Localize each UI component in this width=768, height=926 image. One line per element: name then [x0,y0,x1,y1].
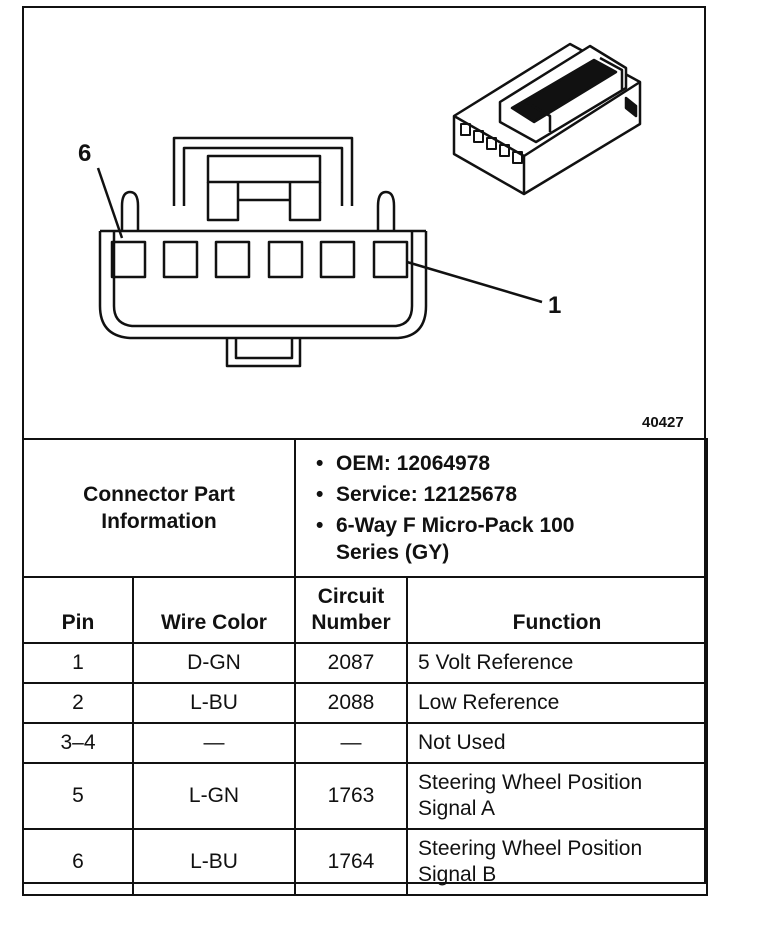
header-circuit-number-text: Circuit Number [311,585,391,634]
function-cell: Steering Wheel Position Signal A [407,763,707,829]
wire-color-cell: L-BU [133,683,295,723]
function-cell: Steering Wheel Position Signal B [407,829,707,895]
circuit-cell: 1764 [295,829,407,895]
pin-cell: 2 [23,683,133,723]
header-wire-color: Wire Color [133,577,295,643]
pin-1-callout: 1 [548,292,562,319]
header-circuit-number [295,577,407,643]
function-cell: 5 Volt Reference [407,643,707,683]
pin-cell: 1 [23,643,133,683]
circuit-cell: 1763 [295,763,407,829]
circuit-cell: 2088 [295,683,407,723]
pin-cell: 6 [23,829,133,895]
circuit-cell: 2087 [295,643,407,683]
pin-table-header [23,577,707,643]
table-row [23,829,707,895]
header-pin: Pin [23,577,133,643]
service-part-number: • Service: 12125678 [336,481,706,508]
connector-type: • 6-Way F Micro-Pack 100 Series (GY) [336,512,606,566]
wire-color-cell: L-GN [133,763,295,829]
pin-table [22,576,708,896]
pin-cell: 3–4 [23,723,133,763]
connector-drawing [22,6,706,440]
circuit-cell: — [295,723,407,763]
header-function: Function [407,577,707,643]
oem-part-number: • OEM: 12064978 [336,450,706,477]
connector-part-info-table [22,438,708,578]
figure-number: 40427 [642,414,684,431]
function-cell: Low Reference [407,683,707,723]
pin-cell: 5 [23,763,133,829]
table-row [23,683,707,723]
wire-color-cell: — [133,723,295,763]
wire-color-cell: D-GN [133,643,295,683]
connector-part-info-values [295,439,707,577]
pin-6-callout: 6 [78,140,92,167]
connector-part-info-label [23,439,295,577]
connector-part-info-label-text: Connector Part Information [83,483,235,533]
wire-color-cell: L-BU [133,829,295,895]
connector-figure [22,6,706,440]
function-cell: Not Used [407,723,707,763]
table-row [23,723,707,763]
table-row [23,763,707,829]
table-row [23,643,707,683]
